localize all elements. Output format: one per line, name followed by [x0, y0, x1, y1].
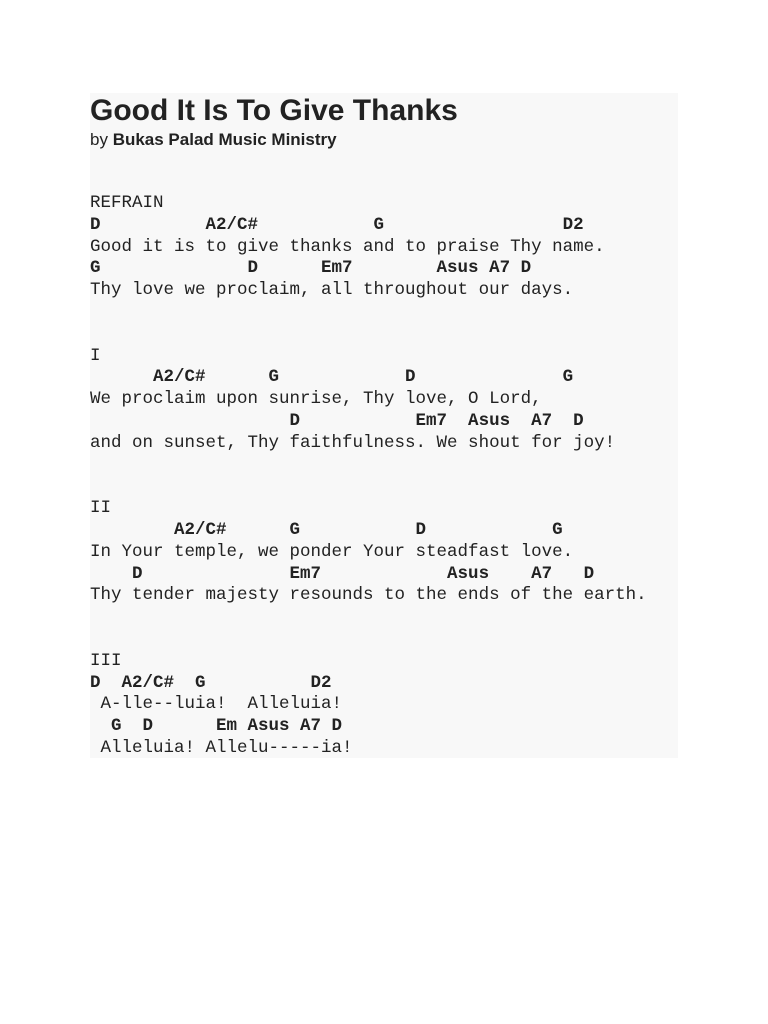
lyric-line: Thy love we proclaim, all throughout our days. [90, 280, 574, 301]
spacer [90, 455, 647, 477]
chord-line: A2/C# G D G [90, 519, 563, 540]
lyric-line: Alleluia! Allelu-----ia! [90, 737, 353, 758]
chord-line: D A2/C# G D2 [90, 214, 584, 235]
song-sheet [90, 93, 678, 758]
lyric-line: A-lle--luia! Alleluia! [90, 694, 343, 715]
lyric-line: Thy tender majesty resounds to the ends of the earth. [90, 585, 647, 606]
lyric-line: and on sunset, Thy faithfulness. We shout for joy! [90, 432, 616, 453]
spacer [90, 476, 647, 498]
spacer [90, 607, 647, 629]
section-label: II [90, 498, 112, 519]
section-verse-2 [90, 498, 647, 607]
author-name: Bukas Palad Music Ministry [112, 130, 337, 149]
section-refrain [90, 193, 647, 302]
chord-line: G D Em7 Asus A7 D [90, 258, 532, 279]
spacer [90, 629, 647, 651]
spacer [90, 324, 647, 346]
byline [90, 129, 337, 151]
section-label: REFRAIN [90, 193, 164, 213]
lyric-line: In Your temple, we ponder Your steadfast love. [90, 541, 574, 562]
song-title: Good It Is To Give Thanks [90, 94, 458, 127]
byline-prefix: by [90, 130, 113, 149]
section-label: III [90, 650, 122, 671]
song-body [90, 193, 647, 760]
section-label: I [90, 345, 101, 366]
chord-line: D A2/C# G D2 [90, 672, 332, 693]
chord-line: A2/C# G D G [90, 367, 574, 388]
lyric-line: We proclaim upon sunrise, Thy love, O Lord, [90, 389, 542, 410]
chord-line: G D Em Asus A7 D [90, 716, 343, 737]
chord-line: D Em7 Asus A7 D [90, 410, 584, 431]
chord-line: D Em7 Asus A7 D [90, 563, 595, 584]
section-verse-3 [90, 651, 647, 760]
lyric-line: Good it is to give thanks and to praise Thy name. [90, 236, 605, 257]
spacer [90, 302, 647, 324]
section-verse-1 [90, 346, 647, 455]
